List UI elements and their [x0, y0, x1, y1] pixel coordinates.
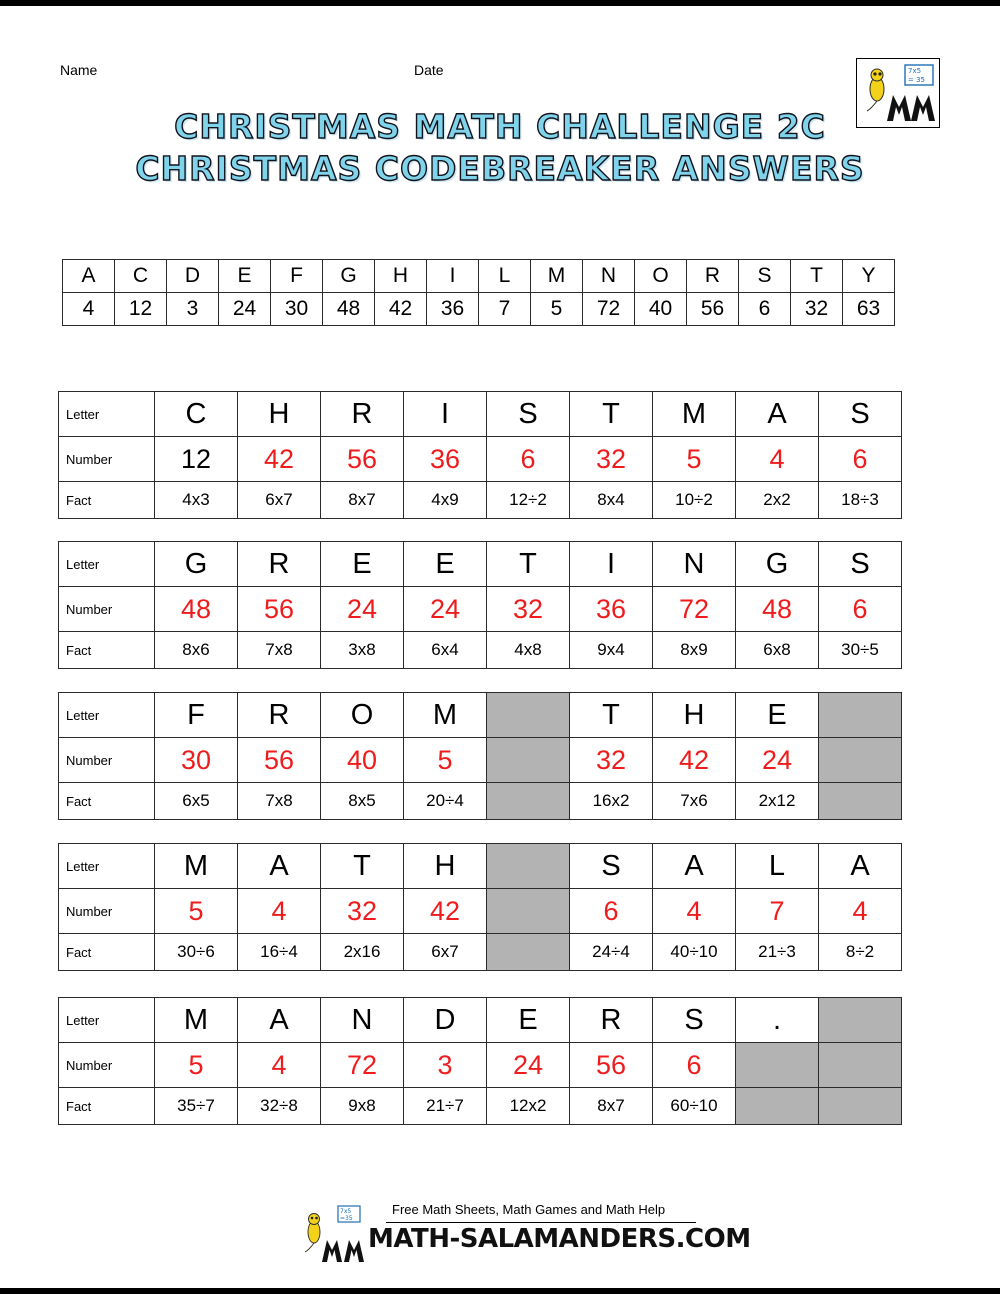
fact-cell: 35÷7	[155, 1088, 238, 1125]
letter-cell: R	[321, 392, 404, 437]
key-number-cell: 3	[167, 293, 219, 326]
number-cell: 4	[238, 889, 321, 934]
key-number-cell: 32	[791, 293, 843, 326]
number-cell: 4	[238, 1043, 321, 1088]
number-cell: 3	[404, 1043, 487, 1088]
letter-cell: R	[570, 998, 653, 1043]
number-cell: 7	[736, 889, 819, 934]
letter-cell: A	[819, 844, 902, 889]
letter-cell-period: .	[736, 998, 819, 1043]
row-label-letter: Letter	[59, 693, 155, 738]
key-letter-cell: T	[791, 260, 843, 293]
number-cell: 6	[487, 437, 570, 482]
row-label-letter: Letter	[59, 542, 155, 587]
fact-row	[59, 934, 902, 971]
fact-cell-blank	[819, 1088, 902, 1125]
letter-cell: T	[570, 693, 653, 738]
fact-cell: 8x7	[321, 482, 404, 519]
fact-cell: 6x7	[404, 934, 487, 971]
fact-cell: 2x16	[321, 934, 404, 971]
letter-row	[59, 542, 902, 587]
number-row	[59, 738, 902, 783]
key-letter-cell: Y	[843, 260, 895, 293]
letter-cell: I	[570, 542, 653, 587]
fact-cell: 10÷2	[653, 482, 736, 519]
fact-cell: 60÷10	[653, 1088, 736, 1125]
key-number-cell: 12	[115, 293, 167, 326]
key-letter-cell: A	[63, 260, 115, 293]
fact-cell: 8x6	[155, 632, 238, 669]
number-cell: 42	[238, 437, 321, 482]
fact-cell: 8x5	[321, 783, 404, 820]
letter-cell: S	[570, 844, 653, 889]
fact-row	[59, 482, 902, 519]
number-cell: 4	[819, 889, 902, 934]
math-salamanders-logo-icon	[300, 1204, 372, 1266]
key-number-cell: 5	[531, 293, 583, 326]
fact-cell: 21÷7	[404, 1088, 487, 1125]
key-number-cell: 56	[687, 293, 739, 326]
number-cell-blank	[487, 738, 570, 783]
fact-cell-blank	[487, 783, 570, 820]
number-cell: 40	[321, 738, 404, 783]
number-cell: 4	[736, 437, 819, 482]
number-row	[59, 889, 902, 934]
number-cell: 6	[819, 437, 902, 482]
row-label-number: Number	[59, 889, 155, 934]
number-cell: 56	[238, 587, 321, 632]
letter-cell: M	[155, 844, 238, 889]
letter-cell: A	[653, 844, 736, 889]
row-label-fact: Fact	[59, 1088, 155, 1125]
number-row	[59, 437, 902, 482]
letter-row	[59, 998, 902, 1043]
fact-cell: 40÷10	[653, 934, 736, 971]
fact-cell: 6x8	[736, 632, 819, 669]
letter-cell: M	[653, 392, 736, 437]
key-number-cell: 48	[323, 293, 375, 326]
letter-cell: H	[238, 392, 321, 437]
svg-text:7x5: 7x5	[340, 1208, 352, 1215]
number-cell: 24	[736, 738, 819, 783]
number-cell: 5	[155, 889, 238, 934]
fact-cell: 7x6	[653, 783, 736, 820]
letter-cell: M	[404, 693, 487, 738]
letter-cell: O	[321, 693, 404, 738]
key-number-cell: 63	[843, 293, 895, 326]
title-line-2: CHRISTMAS CODEBREAKER ANSWERS	[135, 149, 865, 189]
key-letter-cell: M	[531, 260, 583, 293]
letter-cell: R	[238, 693, 321, 738]
svg-text:= 35: = 35	[908, 76, 925, 84]
fact-cell: 6x7	[238, 482, 321, 519]
number-cell: 56	[238, 738, 321, 783]
footer-divider	[386, 1222, 696, 1223]
letter-cell: F	[155, 693, 238, 738]
row-label-number: Number	[59, 437, 155, 482]
key-numbers-row	[63, 293, 895, 326]
letter-cell-blank	[487, 844, 570, 889]
letter-cell: E	[736, 693, 819, 738]
fact-cell: 7x8	[238, 783, 321, 820]
letter-cell: A	[736, 392, 819, 437]
key-number-cell: 72	[583, 293, 635, 326]
fact-cell: 32÷8	[238, 1088, 321, 1125]
word-table-3	[58, 692, 902, 820]
fact-cell: 8÷2	[819, 934, 902, 971]
letter-cell: E	[487, 998, 570, 1043]
fact-cell: 7x8	[238, 632, 321, 669]
number-cell: 12	[155, 437, 238, 482]
letter-cell: S	[819, 392, 902, 437]
number-cell: 72	[321, 1043, 404, 1088]
letter-cell: R	[238, 542, 321, 587]
number-row	[59, 1043, 902, 1088]
row-label-letter: Letter	[59, 392, 155, 437]
key-number-cell: 7	[479, 293, 531, 326]
fact-cell: 2x2	[736, 482, 819, 519]
number-cell: 30	[155, 738, 238, 783]
fact-row	[59, 632, 902, 669]
footer-logo	[300, 1204, 372, 1266]
letter-cell: S	[653, 998, 736, 1043]
key-number-cell: 42	[375, 293, 427, 326]
letter-cell-blank	[819, 998, 902, 1043]
letter-cell: E	[404, 542, 487, 587]
letter-cell: I	[404, 392, 487, 437]
number-cell-blank	[819, 738, 902, 783]
fact-row	[59, 783, 902, 820]
fact-cell: 20÷4	[404, 783, 487, 820]
fact-cell-blank	[819, 783, 902, 820]
number-cell: 36	[570, 587, 653, 632]
number-cell: 48	[736, 587, 819, 632]
fact-cell: 2x12	[736, 783, 819, 820]
fact-cell: 24÷4	[570, 934, 653, 971]
letter-cell: E	[321, 542, 404, 587]
fact-cell: 3x8	[321, 632, 404, 669]
number-cell: 72	[653, 587, 736, 632]
fact-row	[59, 1088, 902, 1125]
key-letter-cell: L	[479, 260, 531, 293]
letter-cell: T	[321, 844, 404, 889]
key-number-cell: 6	[739, 293, 791, 326]
key-number-cell: 36	[427, 293, 479, 326]
number-cell-blank	[736, 1043, 819, 1088]
key-letter-cell: I	[427, 260, 479, 293]
key-letter-cell: E	[219, 260, 271, 293]
letter-cell: T	[570, 392, 653, 437]
page-footer	[0, 1198, 1000, 1277]
letter-cell: L	[736, 844, 819, 889]
key-number-cell: 24	[219, 293, 271, 326]
number-cell: 56	[321, 437, 404, 482]
row-label-number: Number	[59, 1043, 155, 1088]
word-table-4	[58, 843, 902, 971]
fact-cell: 6x4	[404, 632, 487, 669]
row-label-letter: Letter	[59, 844, 155, 889]
letter-row	[59, 693, 902, 738]
fact-cell-blank	[487, 934, 570, 971]
key-letter-cell: R	[687, 260, 739, 293]
letter-cell: T	[487, 542, 570, 587]
number-cell: 6	[570, 889, 653, 934]
row-label-fact: Fact	[59, 482, 155, 519]
row-label-fact: Fact	[59, 632, 155, 669]
word-table-1	[58, 391, 902, 519]
fact-cell: 16÷4	[238, 934, 321, 971]
fact-cell: 9x8	[321, 1088, 404, 1125]
number-cell: 42	[653, 738, 736, 783]
page-title	[0, 106, 1000, 190]
fact-cell: 8x9	[653, 632, 736, 669]
letter-cell: A	[238, 844, 321, 889]
number-cell: 4	[653, 889, 736, 934]
fact-cell: 6x5	[155, 783, 238, 820]
word-table-5	[58, 997, 902, 1125]
worksheet-header	[0, 62, 1000, 92]
key-letter-cell: G	[323, 260, 375, 293]
letter-cell: G	[155, 542, 238, 587]
number-cell: 32	[570, 738, 653, 783]
number-cell: 5	[653, 437, 736, 482]
footer-brand: MATH-SALAMANDERS.COM	[368, 1224, 751, 1254]
svg-text:7x5: 7x5	[908, 67, 922, 75]
number-cell: 5	[155, 1043, 238, 1088]
number-cell: 6	[653, 1043, 736, 1088]
letter-cell: C	[155, 392, 238, 437]
name-label: Name	[60, 62, 98, 78]
number-cell: 24	[404, 587, 487, 632]
row-label-fact: Fact	[59, 934, 155, 971]
fact-cell: 16x2	[570, 783, 653, 820]
number-cell-blank	[487, 889, 570, 934]
letter-cell: H	[653, 693, 736, 738]
fact-cell: 18÷3	[819, 482, 902, 519]
number-cell: 32	[321, 889, 404, 934]
fact-cell: 12x2	[487, 1088, 570, 1125]
fact-cell: 8x7	[570, 1088, 653, 1125]
letter-cell: N	[653, 542, 736, 587]
letter-cell-blank	[487, 693, 570, 738]
fact-cell-blank	[736, 1088, 819, 1125]
fact-cell: 30÷6	[155, 934, 238, 971]
number-cell: 56	[570, 1043, 653, 1088]
letter-cell: G	[736, 542, 819, 587]
key-number-cell: 4	[63, 293, 115, 326]
letter-cell: N	[321, 998, 404, 1043]
word-table-2	[58, 541, 902, 669]
key-letter-cell: C	[115, 260, 167, 293]
date-label: Date	[414, 62, 444, 78]
letter-cell-blank	[819, 693, 902, 738]
number-cell: 24	[321, 587, 404, 632]
fact-cell: 21÷3	[736, 934, 819, 971]
letter-cell: S	[487, 392, 570, 437]
row-label-number: Number	[59, 738, 155, 783]
fact-cell: 12÷2	[487, 482, 570, 519]
key-letter-cell: O	[635, 260, 687, 293]
key-letter-cell: N	[583, 260, 635, 293]
letter-cell: S	[819, 542, 902, 587]
number-cell: 6	[819, 587, 902, 632]
number-cell: 36	[404, 437, 487, 482]
key-number-cell: 40	[635, 293, 687, 326]
fact-cell: 4x9	[404, 482, 487, 519]
key-letter-cell: F	[271, 260, 323, 293]
number-cell: 5	[404, 738, 487, 783]
number-row	[59, 587, 902, 632]
fact-cell: 4x8	[487, 632, 570, 669]
number-cell: 48	[155, 587, 238, 632]
row-label-letter: Letter	[59, 998, 155, 1043]
key-number-cell: 30	[271, 293, 323, 326]
svg-text:=35: =35	[340, 1215, 353, 1222]
footer-tagline: Free Math Sheets, Math Games and Math Help	[392, 1202, 666, 1217]
row-label-fact: Fact	[59, 783, 155, 820]
fact-cell: 9x4	[570, 632, 653, 669]
letter-cell: D	[404, 998, 487, 1043]
fact-cell: 4x3	[155, 482, 238, 519]
key-letter-cell: S	[739, 260, 791, 293]
letter-cell: M	[155, 998, 238, 1043]
row-label-number: Number	[59, 587, 155, 632]
code-key-table	[62, 259, 895, 326]
number-cell: 32	[570, 437, 653, 482]
number-cell-blank	[819, 1043, 902, 1088]
fact-cell: 30÷5	[819, 632, 902, 669]
number-cell: 32	[487, 587, 570, 632]
letter-row	[59, 392, 902, 437]
fact-cell: 8x4	[570, 482, 653, 519]
number-cell: 24	[487, 1043, 570, 1088]
letter-row	[59, 844, 902, 889]
letter-cell: H	[404, 844, 487, 889]
letter-cell: A	[238, 998, 321, 1043]
key-letter-cell: D	[167, 260, 219, 293]
number-cell: 42	[404, 889, 487, 934]
title-line-1: CHRISTMAS MATH CHALLENGE 2C	[174, 107, 826, 146]
key-letter-cell: H	[375, 260, 427, 293]
key-letters-row	[63, 260, 895, 293]
